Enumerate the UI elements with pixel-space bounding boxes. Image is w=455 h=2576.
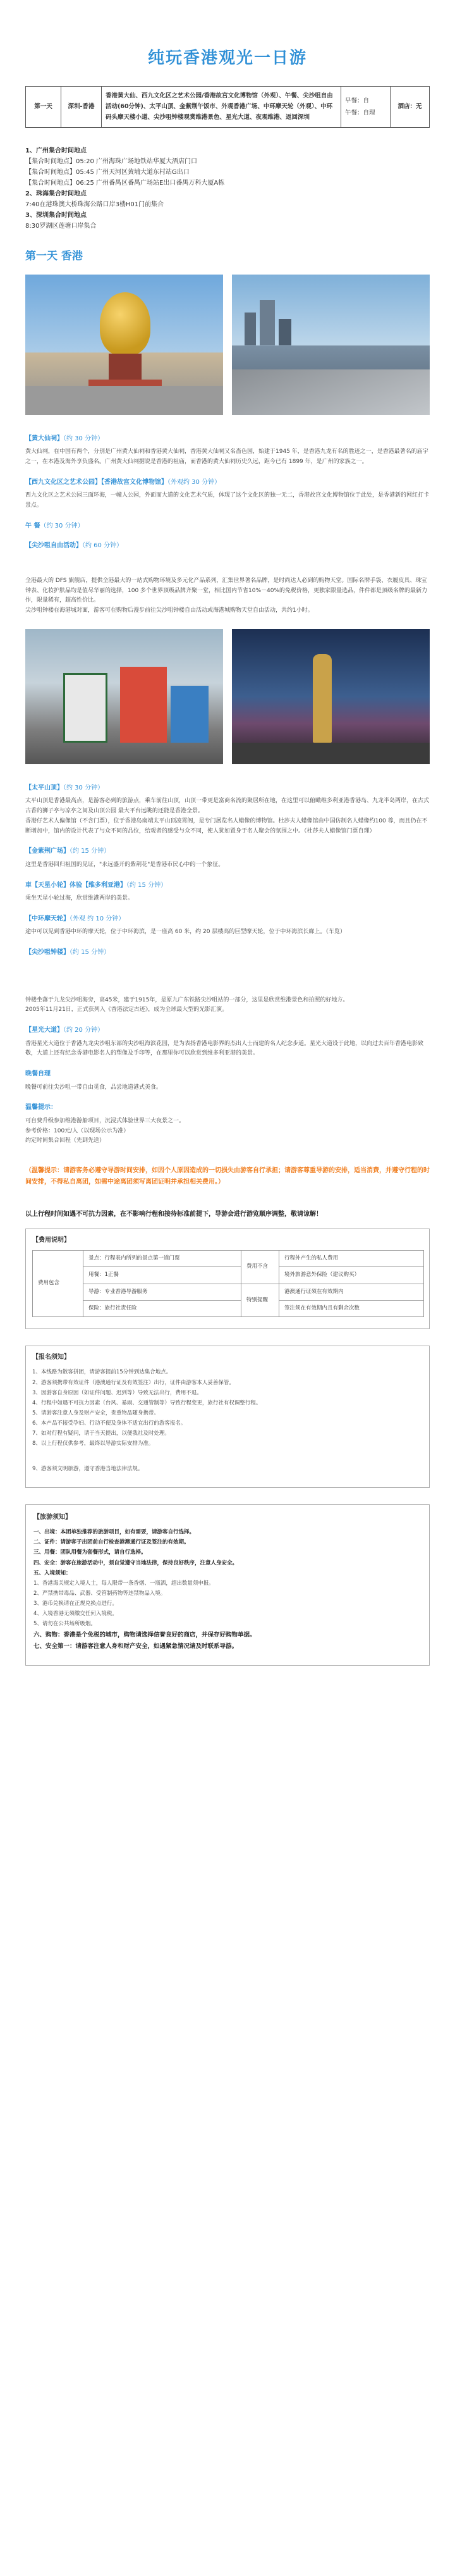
section-text: 钟楼坐落于九龙尖沙咀海旁，高45米，建于1915年，是原九广东铁路尖沙咀站的一部分，这里是欣赏维港景色和拍照的好地方。 2005年11月21日，正式获列入《香港法定古迹》，成为全球最大型的光影汇演。 (25, 996, 349, 1013)
section-heading: 【太平山顶】（约 30 分钟） (25, 784, 104, 791)
summary-hotel: 酒店：无 (391, 87, 430, 127)
tram-street-photo (25, 629, 223, 764)
meeting-heading-guangzhou: 1、广州集合时间地点 (25, 147, 87, 154)
fee-box (25, 1229, 430, 1329)
note-item: 3、因游客自身原因（如证件问题、迟到等）导致无法出行，费用不退。 (32, 1389, 202, 1396)
day1-title: 第一天 香港 (25, 249, 83, 263)
page-title: 纯玩香港观光一日游 (147, 49, 307, 68)
fee-right-label: 费用不含 (241, 1251, 279, 1284)
section-heading: 【黄大仙祠】（约 30 分钟） (25, 435, 104, 442)
policy-line: 三、用餐：团队用餐为套餐形式，请自行选择。 (33, 1549, 147, 1556)
fee-right-item: 境外旅游意外保险（建议购买） (279, 1267, 424, 1284)
note-item: 9、游客须文明旅游，遵守香港当地法律法规。 (32, 1466, 143, 1473)
summary-city: 深圳-香港 (61, 87, 102, 127)
policy-line: 2、严禁携带毒品、武器、受管制药物等违禁物品入境。 (33, 1590, 166, 1597)
section-text: 乘坐天星小轮过海，欣赏维港两岸的美景。 (25, 895, 134, 902)
summary-day: 第一天 (26, 87, 61, 127)
fee-right-item: 行程外产生的私人费用 (279, 1251, 424, 1267)
section-text: 晚餐可前往尖沙咀一带自由觅食，品尝地道港式美食。 (25, 1084, 162, 1091)
policy-line: 五、入境须知： (33, 1570, 71, 1576)
summary-breakfast: 早餐：自 (345, 97, 370, 104)
fee-item: 用餐：1正餐 (83, 1267, 241, 1284)
photo-row-2 (25, 629, 430, 764)
policy-line: 5、请勿在公共场所吸烟。 (33, 1621, 96, 1628)
fee-item: 景点：行程表内所列的景点第一道门票 (83, 1251, 241, 1267)
section-heading: 【金紫荆广场】（约 15 分钟） (25, 848, 111, 855)
summary-route: 香港黄大仙、西九文化区之艺术公园/香港故宫文化博物馆（外观）、午餐、尖沙咀自由活动(60分钟)、太平山顶、金紫荆午饭市、外观香港广场、中环摩天轮（外观）、中环码头摩天楼小道、尖沙咀钟楼观赏维港景色、星光大道、夜观维港、返回深圳 (102, 87, 341, 127)
section-heading: 車【天星小轮】体验【维多利亚港】（约 15 分钟） (25, 881, 167, 889)
avenue-of-stars-photo (232, 629, 430, 764)
policy-line: 一、出境：本团单独推荐的旅游项目，如有需要，请游客自行选择。 (33, 1529, 195, 1536)
section-heading: 【西九文化区之艺术公园】【香港故宫文化博物馆】（外观约 30 分钟） (25, 478, 221, 486)
summary-meals (341, 87, 391, 127)
section-text: 这里是香港回归祖国的见证，"永远盛开的紫荆花"是香港市民心中的一个象征。 (25, 861, 224, 868)
note-item: 7、如对行程有疑问，请于当天提出，以便我社及时处理。 (32, 1430, 170, 1437)
policy-final-2: 七、安全第一：请游客注意人身和财产安全，如遇紧急情况请及时联系导游。 (33, 1642, 238, 1650)
section-text: 黄大仙祠，在中国有两个，分别是广州黄大仙祠和香港黄大仙祠，香港黄大仙祠又名啬色园，始建于1945 年，是香港九龙有名的胜迹之一，是香港最著名的庙宇之一，在本港及海外享负盛名。广州黄大仙祠据说是香港的祖庙，而香港的黄大仙祠历史久远，距今已有 1899 年，是广州的家族之一。 (25, 449, 428, 466)
policy-final-1: 六、购物：香港是个免税的城市，购物请选择信誉良好的商店，并保存好购物单据。 (33, 1631, 256, 1638)
section-heading: 【尖沙咀钟楼】（约 15 分钟） (25, 949, 111, 957)
meeting-line: 7:40在港珠澳大桥珠海公路口岸3楼H01门前集合 (25, 201, 164, 208)
harbour-skyline-photo (232, 275, 430, 415)
section-text: 香港星光大道位于香港九龙尖沙咀东部的尖沙咀海滨花园，是为表扬香港电影界的杰出人士而建的名人纪念步道。星光大道设于此地，以向过去百年香港电影致敬，大道上还有纪念香港电影名人的塑像及手印等，在那里你可以欣赏到维多利亚港的美景。 (25, 1040, 424, 1057)
note-item: 6、本产品不接受孕妇、行动不便及身体不适宜出行的游客报名。 (32, 1420, 186, 1427)
note-item: 1、本线路为散客拼团，请游客提前15分钟到达集合地点。 (32, 1369, 172, 1376)
fee-right-item: 签注须在有效期内且有剩余次数 (279, 1300, 424, 1316)
section-text: 太平山顶是香港最高点，是游客必到的旅游点，乘车前往山顶，山顶一带更是富商名流的聚居所在地，在这里可以俯瞰维多利亚港香港岛、九龙半岛两岸，在古式古香的狮子亭与凉亭之间及山顶公园 最大平台远眺的还能是香港全景。 香港仔艺术人偏像馆（不含门票），位于香港岛南端太平山顶凌霄阁，是专门展览名人蜡像的博物馆。杜莎夫人蜡像馆由中国仿制名人蜡像约100 尊，而且仍在不断增加中，馆内的设计代表了与众不同的品位，给观者的感受与众不同，使人犹如置身于名人聚会的氛围之中。（杜莎夫人蜡像馆门票自理） (25, 798, 430, 834)
policy-line: 二、证件：请游客于出团前自行检查港澳通行证及签注的有效期。 (33, 1539, 190, 1546)
fee-item: 导游：专业香港导游服务 (83, 1284, 241, 1300)
policy-box (25, 1504, 430, 1666)
summary-table (25, 86, 430, 127)
fee-right-label: 特别提醒 (241, 1284, 279, 1316)
section-text: 可自费升级参加维港游船项目，沉浸式体验世界三大夜景之一。 参考价格：100元/人（以现场公示为准） 约定时间集合回程（先到先送） (25, 1117, 185, 1144)
fee-right-item: 港澳通行证须在有效期内 (279, 1284, 424, 1300)
policy-label: 【旅游须知】 (33, 1513, 71, 1521)
fee-category: 费用包含 (33, 1251, 83, 1317)
policy-line: 1、香港海关规定入境人士，每人限带一条香烟、一瓶酒，超出数量须申报。 (33, 1580, 214, 1587)
meeting-line: 【集合时间地点】05:45 广州天河区黄埔大道东村站G出口 (25, 168, 190, 176)
meeting-heading-shenzhen: 3、深圳集合时间地点 (25, 211, 87, 219)
meeting-line: 【集合时间地点】05:20 广州海珠广场地铁站华厦大酒店门口 (25, 158, 197, 165)
photo-row-1 (25, 275, 430, 415)
policy-line: 3、港币兑换请在正规兑换点进行。 (33, 1601, 118, 1607)
section-heading: 【尖沙咀自由活动】（约 60 分钟） (25, 542, 123, 550)
note-item: 5、请游客注意人身及财产安全，贵重物品随身携带。 (32, 1409, 159, 1416)
golden-bauhinia-photo (25, 275, 223, 415)
note-item: 8、以上行程仅供参考，最终以导游实际安排为准。 (32, 1440, 154, 1447)
fee-label: 【费用说明】 (32, 1236, 70, 1244)
meeting-line: 【集合时间地点】06:25 广州番禺区番禺广场站E出口番禺万科大厦A栋 (25, 179, 225, 187)
meeting-line: 8:30罗湖区莲塘口岸集合 (25, 222, 97, 230)
schedule-warning: 以上行程时间如遇不可抗力因素，在不影响行程和接待标准前提下，导游会进行游览顺序调整，敬请谅解！ (25, 1211, 322, 1218)
note-item: 2、游客须携带有效证件（港澳通行证及有效签注）出行，证件由游客本人妥善保管。 (32, 1379, 234, 1386)
section-heading: 温馨提示： (25, 1104, 57, 1112)
policy-line: 四、安全：游客在旅游活动中，须自觉遵守当地法律，保持良好秩序，注意人身安全。 (33, 1559, 238, 1566)
section-heading: 【星光大道】（约 20 分钟） (25, 1027, 104, 1034)
fee-table (32, 1250, 424, 1317)
tour-notice: （温馨提示：请游客务必遵守导游时间安排，如因个人原因造成的一切损失由游客自行承担；请游客尊重导游的安排，适当消费，并遵守行程的时间安排，不得私自离团，如需中途离团须写离团证明并承担相关费用。） (25, 1167, 430, 1186)
section-text: 西九文化区之艺术公园三面环海，一幢人公园，外面而大道的文化艺术气质，体现了这个文化区的独一无二，香港故宫文化博物馆位于此处，是香港新的网红打卡景点。 (25, 492, 430, 509)
fee-item: 保险：旅行社责任险 (83, 1300, 241, 1316)
section-heading: 晚餐自理 (25, 1070, 51, 1078)
section-text: 途中可以见到香港中环的摩天轮，位于中环海滨，是一座高 60 米，约 20 层楼高的巨型摩天轮，位于中环海滨长廊上。（车览） (25, 929, 346, 936)
summary-lunch: 午餐：自理 (345, 109, 375, 116)
note-item: 4、行程中如遇不可抗力因素（台风、暴雨、交通管制等）导致行程变更，旅行社有权调整行程。 (32, 1399, 262, 1406)
policy-line: 4、入境香港无须缴交任何入境税。 (33, 1611, 118, 1618)
meeting-info (25, 146, 430, 232)
section-heading: 【中环摩天轮】（外观 约 10 分钟） (25, 915, 125, 922)
section-text: 全港最大的 DFS 旗舰店，提供全港最大的一站式购物环境及多元化产品系列，汇集世界著名品牌，是时尚达人必到的购物天堂。国际名牌手袋、衣履皮具、珠宝钟表、化妆护肤品均是值尽华丽的选择，100 多个世界顶级品牌齐聚一堂，相比国内节省10%－40%的免税价格，更独家限量选品，件件都是顶级名牌的最新力作，限量稀有，超高性价比。 尖沙咀钟楼在海港城对面，游客可在购物后漫步前往尖沙咀钟楼自由活动或海港城购物天堂自由活动，共约1小时。 (25, 577, 428, 614)
notes-box (25, 1346, 430, 1488)
notes-label: 【报名须知】 (32, 1353, 70, 1361)
meeting-heading-zhuhai: 2、珠海集合时间地点 (25, 190, 87, 197)
section-heading: 午 餐（约 30 分钟） (25, 522, 84, 529)
